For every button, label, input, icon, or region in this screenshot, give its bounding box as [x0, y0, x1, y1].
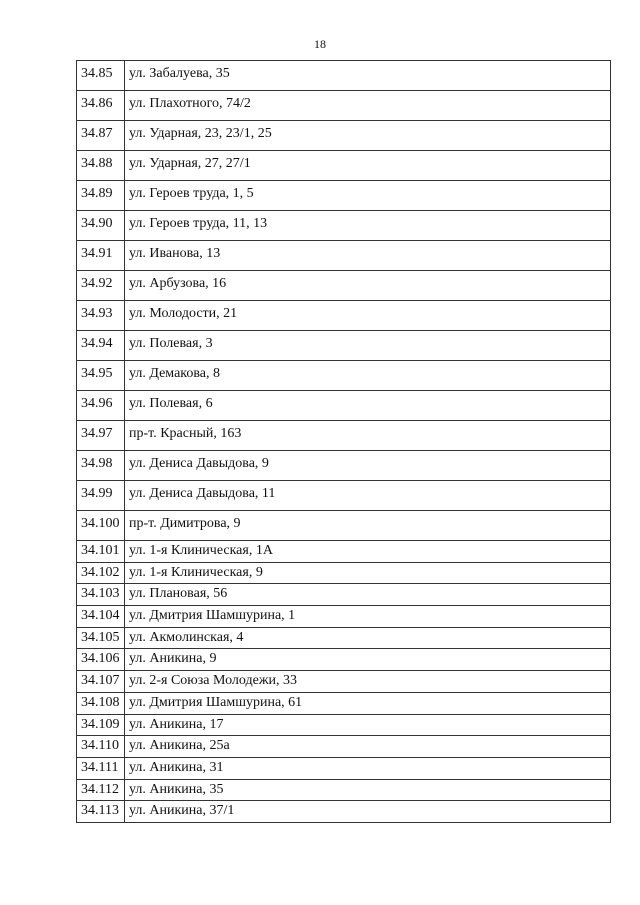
row-address: ул. 2-я Союза Молодежи, 33: [125, 671, 611, 693]
row-address: ул. Плахотного, 74/2: [125, 91, 611, 121]
row-number: 34.107: [77, 671, 125, 693]
row-number: 34.104: [77, 606, 125, 628]
row-number: 34.87: [77, 121, 125, 151]
table-row: [77, 541, 611, 563]
row-address: ул. Плановая, 56: [125, 584, 611, 606]
table-row: [77, 801, 611, 823]
row-address: ул. Дениса Давыдова, 11: [125, 481, 611, 511]
table-row: [77, 736, 611, 758]
table-row: [77, 391, 611, 421]
row-address: ул. Ударная, 27, 27/1: [125, 151, 611, 181]
row-number: 34.97: [77, 421, 125, 451]
table-row: [77, 421, 611, 451]
row-number: 34.91: [77, 241, 125, 271]
row-address: ул. Аникина, 17: [125, 714, 611, 736]
table-row: [77, 181, 611, 211]
row-number: 34.89: [77, 181, 125, 211]
row-number: 34.103: [77, 584, 125, 606]
table-row: [77, 511, 611, 541]
row-address: ул. Аникина, 31: [125, 757, 611, 779]
row-address: ул. 1-я Клиническая, 9: [125, 562, 611, 584]
row-address: ул. Героев труда, 1, 5: [125, 181, 611, 211]
row-address: ул. Арбузова, 16: [125, 271, 611, 301]
row-address: пр-т. Красный, 163: [125, 421, 611, 451]
address-table: [76, 60, 611, 823]
row-number: 34.113: [77, 801, 125, 823]
table-row: [77, 671, 611, 693]
row-address: пр-т. Димитрова, 9: [125, 511, 611, 541]
row-address: ул. Аникина, 35: [125, 779, 611, 801]
row-address: ул. Ударная, 23, 23/1, 25: [125, 121, 611, 151]
row-number: 34.105: [77, 627, 125, 649]
table-row: [77, 606, 611, 628]
table-row: [77, 692, 611, 714]
table-row: [77, 562, 611, 584]
row-address: ул. Забалуева, 35: [125, 61, 611, 91]
table-row: [77, 91, 611, 121]
row-number: 34.96: [77, 391, 125, 421]
row-address: ул. Молодости, 21: [125, 301, 611, 331]
row-number: 34.110: [77, 736, 125, 758]
row-number: 34.90: [77, 211, 125, 241]
row-address: ул. Аникина, 25а: [125, 736, 611, 758]
row-number: 34.95: [77, 361, 125, 391]
table-row: [77, 361, 611, 391]
table-row: [77, 331, 611, 361]
row-number: 34.106: [77, 649, 125, 671]
table-row: [77, 241, 611, 271]
row-number: 34.99: [77, 481, 125, 511]
table-row: [77, 481, 611, 511]
row-number: 34.92: [77, 271, 125, 301]
row-address: ул. Героев труда, 11, 13: [125, 211, 611, 241]
table-row: [77, 271, 611, 301]
row-number: 34.101: [77, 541, 125, 563]
row-address: ул. Полевая, 6: [125, 391, 611, 421]
row-number: 34.102: [77, 562, 125, 584]
row-number: 34.94: [77, 331, 125, 361]
table-row: [77, 61, 611, 91]
table-row: [77, 121, 611, 151]
page-number: 18: [314, 37, 326, 51]
row-address: ул. Полевая, 3: [125, 331, 611, 361]
table-row: [77, 301, 611, 331]
table-row: [77, 779, 611, 801]
row-address: ул. Аникина, 9: [125, 649, 611, 671]
row-address: ул. Дениса Давыдова, 9: [125, 451, 611, 481]
table-row: [77, 451, 611, 481]
row-address: ул. Демакова, 8: [125, 361, 611, 391]
row-address: ул. Дмитрия Шамшурина, 61: [125, 692, 611, 714]
row-number: 34.98: [77, 451, 125, 481]
table-row: [77, 584, 611, 606]
row-number: 34.85: [77, 61, 125, 91]
table-row: [77, 714, 611, 736]
table-row: [77, 757, 611, 779]
row-number: 34.100: [77, 511, 125, 541]
table-row: [77, 151, 611, 181]
row-address: ул. Аникина, 37/1: [125, 801, 611, 823]
row-address: ул. Акмолинская, 4: [125, 627, 611, 649]
row-number: 34.112: [77, 779, 125, 801]
row-address: ул. 1-я Клиническая, 1А: [125, 541, 611, 563]
row-address: ул. Дмитрия Шамшурина, 1: [125, 606, 611, 628]
table-row: [77, 627, 611, 649]
table-row: [77, 649, 611, 671]
row-number: 34.111: [77, 757, 125, 779]
row-number: 34.93: [77, 301, 125, 331]
row-number: 34.108: [77, 692, 125, 714]
row-address: ул. Иванова, 13: [125, 241, 611, 271]
row-number: 34.109: [77, 714, 125, 736]
table-row: [77, 211, 611, 241]
row-number: 34.86: [77, 91, 125, 121]
row-number: 34.88: [77, 151, 125, 181]
